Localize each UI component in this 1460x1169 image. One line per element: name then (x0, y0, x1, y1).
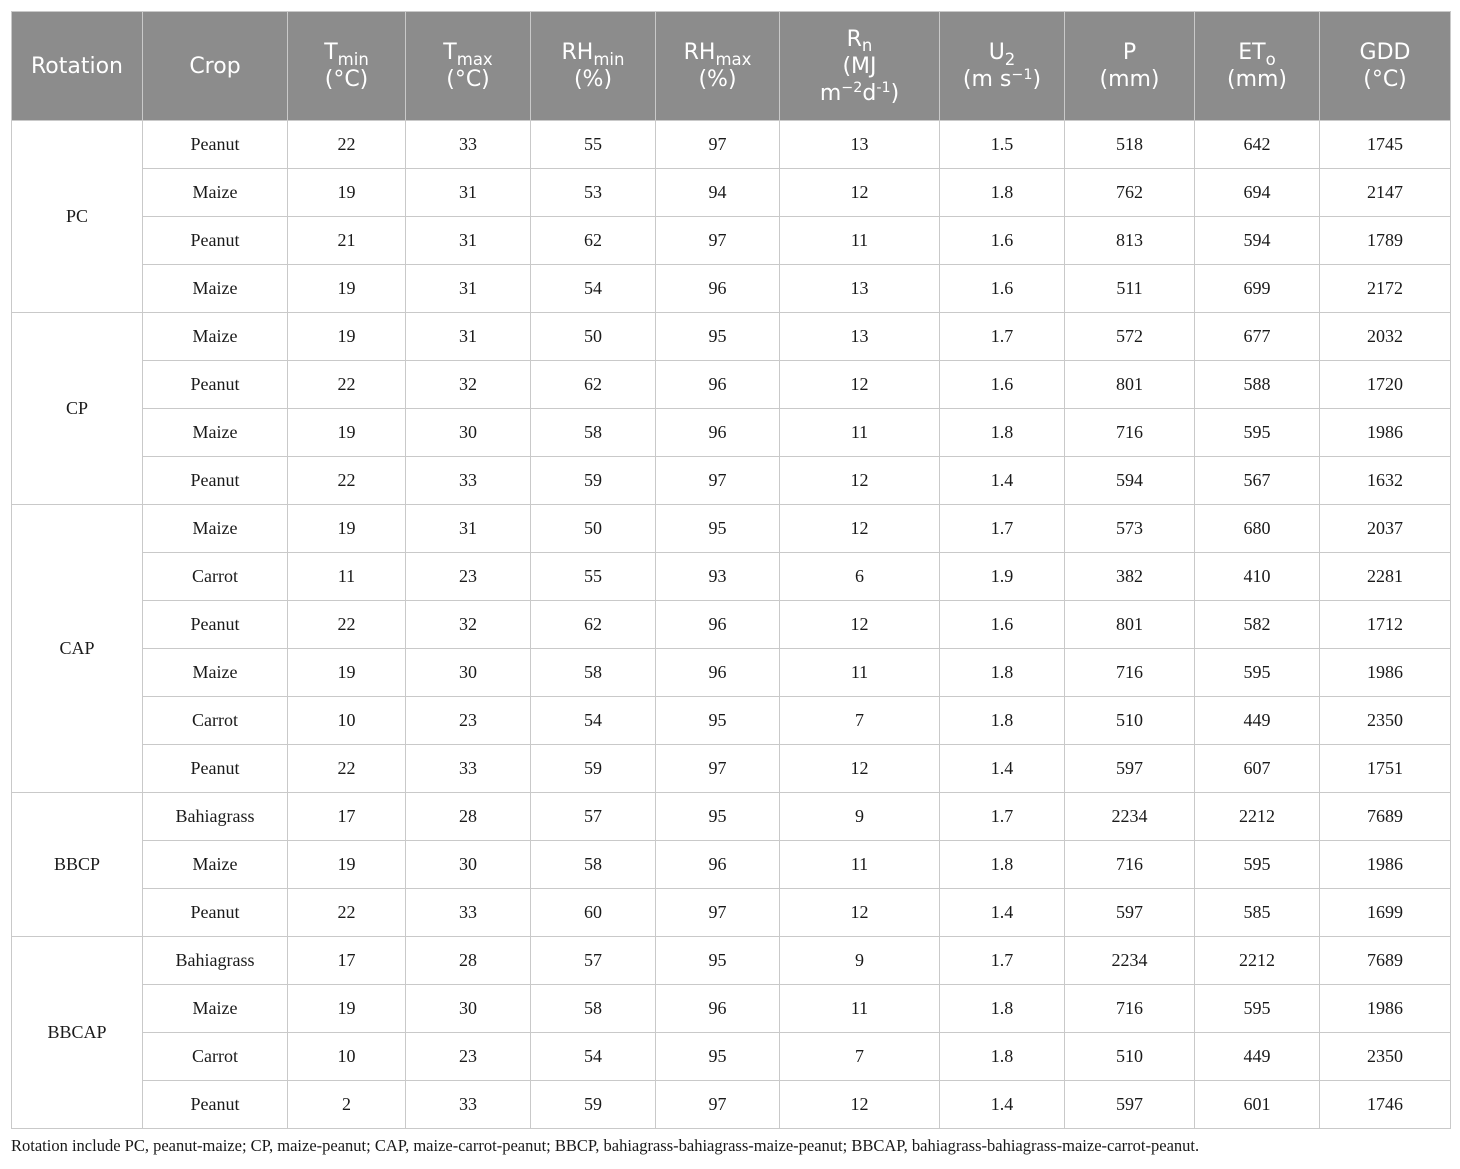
tmax-cell: 33 (406, 1081, 531, 1129)
gdd-cell: 1751 (1320, 745, 1451, 793)
u2-cell: 1.4 (940, 745, 1065, 793)
rhmin-cell: 62 (531, 361, 656, 409)
u2-cell: 1.8 (940, 697, 1065, 745)
table-row (12, 649, 1451, 697)
rhmin-cell: 55 (531, 121, 656, 169)
rn-cell: 12 (780, 361, 940, 409)
tmin-cell: 22 (288, 601, 406, 649)
tmin-cell: 19 (288, 169, 406, 217)
tmin-cell: 19 (288, 841, 406, 889)
tmax-cell: 31 (406, 313, 531, 361)
p-cell: 597 (1065, 1081, 1195, 1129)
eto-cell: 699 (1195, 265, 1320, 313)
gdd-cell: 2350 (1320, 697, 1451, 745)
tmax-cell: 30 (406, 409, 531, 457)
gdd-cell: 2037 (1320, 505, 1451, 553)
p-cell: 716 (1065, 409, 1195, 457)
crop-cell: Maize (143, 313, 288, 361)
rhmax-cell: 95 (656, 793, 780, 841)
table-footnote: Rotation include PC, peanut-maize; CP, maize-peanut; CAP, maize-carrot-peanut; BBCP, bahiagrass-bahiagrass-maize-peanut; BBCAP, bahiagrass-bahiagrass-maize-carrot-peanut. (11, 1136, 1200, 1155)
crop-cell: Carrot (143, 1033, 288, 1081)
tmin-cell: 21 (288, 217, 406, 265)
gdd-cell: 1699 (1320, 889, 1451, 937)
p-cell: 716 (1065, 649, 1195, 697)
table-row (12, 601, 1451, 649)
rhmin-cell: 53 (531, 169, 656, 217)
tmax-cell: 31 (406, 169, 531, 217)
crop-cell: Maize (143, 985, 288, 1033)
tmax-cell: 30 (406, 649, 531, 697)
eto-cell: 694 (1195, 169, 1320, 217)
tmin-cell: 19 (288, 409, 406, 457)
eto-cell: 595 (1195, 409, 1320, 457)
eto-cell: 594 (1195, 217, 1320, 265)
tmin-cell: 22 (288, 457, 406, 505)
crop-cell: Maize (143, 841, 288, 889)
table-row (12, 1081, 1451, 1129)
u2-cell: 1.8 (940, 409, 1065, 457)
tmin-cell: 11 (288, 553, 406, 601)
tmax-cell: 23 (406, 553, 531, 601)
rhmin-cell: 58 (531, 409, 656, 457)
rn-cell: 9 (780, 793, 940, 841)
table-row (12, 793, 1451, 841)
u2-cell: 1.6 (940, 601, 1065, 649)
weather-table (11, 11, 1451, 1129)
rn-cell: 13 (780, 313, 940, 361)
tmin-cell: 19 (288, 505, 406, 553)
gdd-cell: 1746 (1320, 1081, 1451, 1129)
tmax-cell: 23 (406, 1033, 531, 1081)
rhmin-cell: 60 (531, 889, 656, 937)
eto-cell: 607 (1195, 745, 1320, 793)
rhmin-cell: 54 (531, 697, 656, 745)
gdd-cell: 7689 (1320, 937, 1451, 985)
u2-cell: 1.7 (940, 505, 1065, 553)
header-rhmin: $RH_{min}$ (%) (531, 12, 656, 121)
rn-cell: 6 (780, 553, 940, 601)
rhmax-cell: 94 (656, 169, 780, 217)
rn-cell: 11 (780, 841, 940, 889)
u2-cell: 1.4 (940, 1081, 1065, 1129)
u2-cell: 1.9 (940, 553, 1065, 601)
eto-cell: 585 (1195, 889, 1320, 937)
gdd-cell: 1720 (1320, 361, 1451, 409)
rhmax-cell: 97 (656, 889, 780, 937)
rhmax-cell: 97 (656, 457, 780, 505)
p-cell: 594 (1065, 457, 1195, 505)
rhmin-cell: 57 (531, 793, 656, 841)
eto-cell: 449 (1195, 1033, 1320, 1081)
crop-cell: Carrot (143, 697, 288, 745)
table-row (12, 313, 1451, 361)
header-row (12, 12, 1451, 121)
p-cell: 762 (1065, 169, 1195, 217)
rhmin-cell: 59 (531, 1081, 656, 1129)
rhmax-cell: 95 (656, 313, 780, 361)
tmin-cell: 22 (288, 361, 406, 409)
rn-cell: 13 (780, 265, 940, 313)
u2-cell: 1.5 (940, 121, 1065, 169)
rotation-cell: CP (12, 313, 143, 505)
eto-cell: 601 (1195, 1081, 1320, 1129)
gdd-cell: 1632 (1320, 457, 1451, 505)
rn-cell: 12 (780, 169, 940, 217)
p-cell: 716 (1065, 985, 1195, 1033)
crop-cell: Maize (143, 409, 288, 457)
rn-cell: 12 (780, 889, 940, 937)
rn-cell: 12 (780, 505, 940, 553)
eto-cell: 677 (1195, 313, 1320, 361)
tmax-cell: 33 (406, 745, 531, 793)
rn-cell: 7 (780, 1033, 940, 1081)
tmax-cell: 28 (406, 793, 531, 841)
table-row (12, 265, 1451, 313)
rotation-cell: BBCAP (12, 937, 143, 1129)
eto-cell: 595 (1195, 649, 1320, 697)
rhmin-cell: 54 (531, 1033, 656, 1081)
eto-cell: 582 (1195, 601, 1320, 649)
tmin-cell: 22 (288, 889, 406, 937)
gdd-cell: 2281 (1320, 553, 1451, 601)
rhmax-cell: 93 (656, 553, 780, 601)
u2-cell: 1.7 (940, 793, 1065, 841)
tmax-cell: 31 (406, 217, 531, 265)
u2-cell: 1.6 (940, 361, 1065, 409)
crop-cell: Bahiagrass (143, 793, 288, 841)
rhmin-cell: 55 (531, 553, 656, 601)
table-row (12, 217, 1451, 265)
tmax-cell: 31 (406, 505, 531, 553)
eto-cell: 642 (1195, 121, 1320, 169)
crop-cell: Bahiagrass (143, 937, 288, 985)
header-tmin: $T_{min}$ (°C) (288, 12, 406, 121)
p-cell: 573 (1065, 505, 1195, 553)
gdd-cell: 2350 (1320, 1033, 1451, 1081)
crop-cell: Maize (143, 649, 288, 697)
gdd-cell: 2172 (1320, 265, 1451, 313)
rhmax-cell: 96 (656, 265, 780, 313)
table-row (12, 985, 1451, 1033)
p-cell: 510 (1065, 697, 1195, 745)
u2-cell: 1.8 (940, 169, 1065, 217)
u2-cell: 1.8 (940, 985, 1065, 1033)
eto-cell: 680 (1195, 505, 1320, 553)
rn-cell: 7 (780, 697, 940, 745)
rhmax-cell: 96 (656, 361, 780, 409)
u2-cell: 1.4 (940, 457, 1065, 505)
u2-cell: 1.6 (940, 265, 1065, 313)
eto-cell: 410 (1195, 553, 1320, 601)
crop-cell: Carrot (143, 553, 288, 601)
p-cell: 597 (1065, 745, 1195, 793)
rhmax-cell: 97 (656, 745, 780, 793)
rhmax-cell: 96 (656, 649, 780, 697)
u2-cell: 1.7 (940, 937, 1065, 985)
rhmin-cell: 59 (531, 745, 656, 793)
p-cell: 597 (1065, 889, 1195, 937)
crop-cell: Maize (143, 265, 288, 313)
gdd-cell: 1986 (1320, 409, 1451, 457)
table-row (12, 505, 1451, 553)
rhmin-cell: 54 (531, 265, 656, 313)
table-row (12, 937, 1451, 985)
rhmax-cell: 97 (656, 1081, 780, 1129)
p-cell: 382 (1065, 553, 1195, 601)
tmin-cell: 17 (288, 937, 406, 985)
rn-cell: 12 (780, 457, 940, 505)
rn-cell: 12 (780, 1081, 940, 1129)
header-rotation: Rotation (12, 12, 143, 121)
crop-cell: Peanut (143, 745, 288, 793)
rhmax-cell: 97 (656, 217, 780, 265)
gdd-cell: 1745 (1320, 121, 1451, 169)
rn-cell: 12 (780, 601, 940, 649)
crop-cell: Peanut (143, 361, 288, 409)
u2-cell: 1.4 (940, 889, 1065, 937)
rhmin-cell: 58 (531, 649, 656, 697)
rhmax-cell: 96 (656, 409, 780, 457)
rotation-cell: BBCP (12, 793, 143, 937)
table-row (12, 841, 1451, 889)
gdd-cell: 1986 (1320, 649, 1451, 697)
gdd-cell: 1986 (1320, 985, 1451, 1033)
table-body (12, 121, 1451, 1129)
tmin-cell: 22 (288, 745, 406, 793)
tmin-cell: 10 (288, 697, 406, 745)
crop-cell: Maize (143, 505, 288, 553)
eto-cell: 595 (1195, 985, 1320, 1033)
rn-cell: 12 (780, 745, 940, 793)
p-cell: 813 (1065, 217, 1195, 265)
rhmin-cell: 50 (531, 313, 656, 361)
p-cell: 2234 (1065, 937, 1195, 985)
header-crop: Crop (143, 12, 288, 121)
eto-cell: 588 (1195, 361, 1320, 409)
rn-cell: 11 (780, 985, 940, 1033)
u2-cell: 1.6 (940, 217, 1065, 265)
tmax-cell: 30 (406, 985, 531, 1033)
eto-cell: 567 (1195, 457, 1320, 505)
gdd-cell: 1986 (1320, 841, 1451, 889)
header-tmax: $T_{max}$ (°C) (406, 12, 531, 121)
tmax-cell: 33 (406, 457, 531, 505)
gdd-cell: 7689 (1320, 793, 1451, 841)
u2-cell: 1.7 (940, 313, 1065, 361)
header-rhmax: $RH_{max}$ (%) (656, 12, 780, 121)
crop-cell: Peanut (143, 601, 288, 649)
p-cell: 801 (1065, 601, 1195, 649)
rn-cell: 11 (780, 217, 940, 265)
crop-cell: Maize (143, 169, 288, 217)
rhmin-cell: 62 (531, 601, 656, 649)
table-row (12, 697, 1451, 745)
rhmax-cell: 97 (656, 121, 780, 169)
rhmin-cell: 57 (531, 937, 656, 985)
header-rn: $R_n$ (MJ $m^{-2}d^{-1}$) (780, 12, 940, 121)
tmax-cell: 30 (406, 841, 531, 889)
rhmin-cell: 59 (531, 457, 656, 505)
gdd-cell: 1712 (1320, 601, 1451, 649)
rotation-cell: CAP (12, 505, 143, 793)
crop-cell: Peanut (143, 889, 288, 937)
rn-cell: 11 (780, 649, 940, 697)
rhmax-cell: 96 (656, 601, 780, 649)
rhmin-cell: 50 (531, 505, 656, 553)
tmax-cell: 33 (406, 889, 531, 937)
crop-cell: Peanut (143, 121, 288, 169)
p-cell: 2234 (1065, 793, 1195, 841)
u2-cell: 1.8 (940, 649, 1065, 697)
p-cell: 572 (1065, 313, 1195, 361)
rhmax-cell: 96 (656, 841, 780, 889)
crop-cell: Peanut (143, 457, 288, 505)
gdd-cell: 1789 (1320, 217, 1451, 265)
tmax-cell: 31 (406, 265, 531, 313)
table-row (12, 121, 1451, 169)
gdd-cell: 2147 (1320, 169, 1451, 217)
eto-cell: 2212 (1195, 793, 1320, 841)
p-cell: 801 (1065, 361, 1195, 409)
eto-cell: 2212 (1195, 937, 1320, 985)
table-row (12, 169, 1451, 217)
crop-cell: Peanut (143, 217, 288, 265)
tmin-cell: 19 (288, 265, 406, 313)
rhmax-cell: 95 (656, 505, 780, 553)
rhmin-cell: 62 (531, 217, 656, 265)
table-row (12, 745, 1451, 793)
rn-cell: 11 (780, 409, 940, 457)
table-row (12, 1033, 1451, 1081)
tmin-cell: 19 (288, 649, 406, 697)
u2-cell: 1.8 (940, 1033, 1065, 1081)
tmin-cell: 10 (288, 1033, 406, 1081)
tmin-cell: 19 (288, 313, 406, 361)
tmin-cell: 2 (288, 1081, 406, 1129)
tmax-cell: 32 (406, 361, 531, 409)
p-cell: 716 (1065, 841, 1195, 889)
p-cell: 510 (1065, 1033, 1195, 1081)
rhmin-cell: 58 (531, 985, 656, 1033)
tmax-cell: 28 (406, 937, 531, 985)
tmax-cell: 33 (406, 121, 531, 169)
p-cell: 511 (1065, 265, 1195, 313)
table-row (12, 889, 1451, 937)
header-eto: $ET_o$ (mm) (1195, 12, 1320, 121)
table-row (12, 409, 1451, 457)
table-row (12, 457, 1451, 505)
header-gdd: GDD (°C) (1320, 12, 1451, 121)
table-row (12, 553, 1451, 601)
u2-cell: 1.8 (940, 841, 1065, 889)
tmax-cell: 32 (406, 601, 531, 649)
table-container (11, 11, 1450, 1129)
header-u2: $U_2$ (m $s^{-1}$) (940, 12, 1065, 121)
rhmin-cell: 58 (531, 841, 656, 889)
header-p: P (mm) (1065, 12, 1195, 121)
rhmax-cell: 96 (656, 985, 780, 1033)
table-row (12, 361, 1451, 409)
rn-cell: 13 (780, 121, 940, 169)
rhmax-cell: 95 (656, 697, 780, 745)
tmin-cell: 17 (288, 793, 406, 841)
tmax-cell: 23 (406, 697, 531, 745)
tmin-cell: 22 (288, 121, 406, 169)
rhmax-cell: 95 (656, 1033, 780, 1081)
tmin-cell: 19 (288, 985, 406, 1033)
rhmax-cell: 95 (656, 937, 780, 985)
rotation-cell: PC (12, 121, 143, 313)
p-cell: 518 (1065, 121, 1195, 169)
crop-cell: Peanut (143, 1081, 288, 1129)
rn-cell: 9 (780, 937, 940, 985)
eto-cell: 449 (1195, 697, 1320, 745)
gdd-cell: 2032 (1320, 313, 1451, 361)
eto-cell: 595 (1195, 841, 1320, 889)
